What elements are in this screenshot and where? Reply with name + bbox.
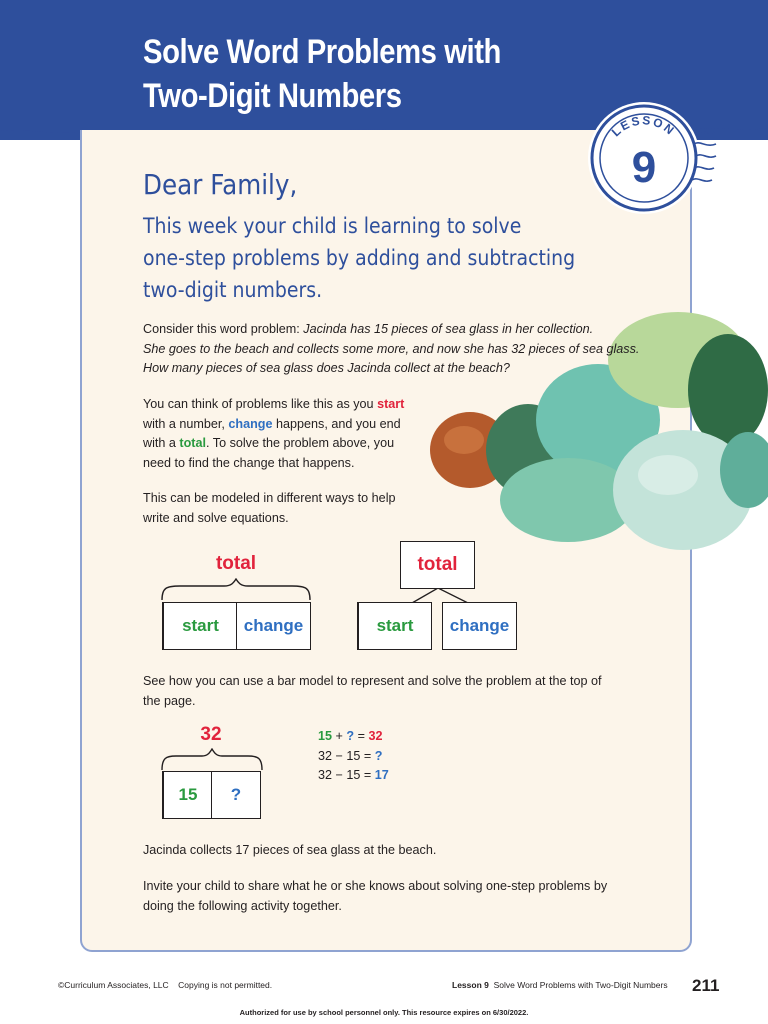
bar-part2-box <box>211 771 261 819</box>
para2-text-c: happens, and you end <box>272 416 401 431</box>
lesson-stamp <box>582 92 718 220</box>
equation-2 <box>318 747 382 767</box>
eq2-b: 15 <box>346 749 361 763</box>
para6-line-2: doing the following activity together. <box>143 898 342 913</box>
eq1-a: 15 <box>318 729 333 743</box>
eq2-op: − <box>332 749 347 763</box>
word-total: total <box>179 436 206 450</box>
page-title <box>143 30 501 118</box>
para2-text-b: with a number, <box>143 416 229 431</box>
model2-total-label: total <box>417 554 458 575</box>
eq3-a: 32 <box>318 768 333 782</box>
para1-italic-3: How many pieces of sea glass does Jacinda collect at the beach? <box>143 361 510 375</box>
footer-lesson <box>452 980 668 990</box>
eq1-b: ? <box>346 729 355 743</box>
footer-lesson-title: Solve Word Problems with Two-Digit Numbers <box>493 980 668 990</box>
model2-start-label: start <box>376 616 414 635</box>
para3-line-2: write and solve equations. <box>143 510 289 525</box>
stamp-number: 9 <box>631 143 657 192</box>
bar-model-intro <box>143 672 602 711</box>
eq3-eq: = <box>360 768 375 782</box>
brace-icon <box>160 578 312 602</box>
para2-text-d: with a <box>143 436 180 450</box>
page-number: 211 <box>692 976 720 995</box>
para2-text-e: . To solve the problem above, you <box>206 436 395 450</box>
model-intro-paragraph <box>143 489 396 528</box>
eq2-a: 32 <box>318 749 333 763</box>
title-line-2: Two-Digit Numbers <box>143 77 402 115</box>
model1-total-label: total <box>215 553 257 574</box>
word-start: start <box>377 397 405 411</box>
para1-italic-1: Jacinda has 15 pieces of sea glass in her collection. <box>303 322 594 336</box>
para4-line-2: the page. <box>143 693 196 708</box>
para1-lead: Consider this word problem: <box>143 322 304 336</box>
bar-part1-box <box>162 771 212 819</box>
footer-copyright: ©Curriculum Associates, LLC Copying is not permitted. <box>58 980 273 990</box>
para2-text-f: need to find the change that happens. <box>143 455 355 470</box>
para2-text-a: You can think of problems like this as you <box>143 397 378 411</box>
para6-line-1: Invite your child to share what he or she knows about solving one-step problems by <box>143 879 608 893</box>
model1-start-label: start <box>182 616 219 635</box>
greeting: Dear Family, <box>143 168 298 201</box>
eq3-c: 17 <box>374 768 389 782</box>
equation-1 <box>318 727 382 747</box>
model1-change-box <box>236 602 311 650</box>
eq2-c: ? <box>374 749 383 763</box>
bar-brace-icon <box>160 748 264 772</box>
equation-3 <box>318 766 389 786</box>
model1-start-box <box>162 602 237 650</box>
title-line-1: Solve Word Problems with <box>143 33 501 71</box>
intro-line-2: one-step problems by adding and subtracting <box>143 246 576 270</box>
start-change-total-paragraph <box>143 395 404 473</box>
eq1-op: + <box>332 729 347 743</box>
model2-total-box <box>400 541 475 589</box>
model1-change-label: change <box>243 616 304 635</box>
model2-start-box <box>357 602 432 650</box>
eq3-op: − <box>332 768 347 782</box>
eq3-b: 15 <box>346 768 361 782</box>
eq1-c: 32 <box>368 729 383 743</box>
para1-italic-2: She goes to the beach and collects some more, and now she has 32 pieces of sea glass. <box>143 341 640 356</box>
bar-part1-label: 15 <box>178 785 198 804</box>
intro-text <box>143 210 576 306</box>
bar-total-label: 32 <box>200 724 222 745</box>
authorization-notice: Authorized for use by school personnel only. This resource expires on 6/30/2022. <box>239 1008 529 1017</box>
model2-change-box <box>442 602 517 650</box>
word-problem-paragraph <box>143 320 639 379</box>
stamp-label: LESSON <box>608 113 679 140</box>
para4-line-1: See how you can use a bar model to represent and solve the problem at the top of <box>143 674 602 688</box>
eq2-eq: = <box>360 749 375 763</box>
para5-text: Jacinda collects 17 pieces of sea glass at the beach. <box>143 843 437 857</box>
para3-line-1: This can be modeled in different ways to help <box>143 491 396 505</box>
bar-part2-label: ? <box>230 785 242 804</box>
eq1-eq: = <box>354 729 369 743</box>
answer-paragraph <box>143 841 436 861</box>
intro-line-3: two-digit numbers. <box>143 278 323 302</box>
model2-change-label: change <box>449 616 510 635</box>
intro-line-1: This week your child is learning to solve <box>143 214 522 238</box>
activity-invite-paragraph <box>143 877 607 916</box>
word-change: change <box>228 416 273 431</box>
footer-lesson-number: Lesson 9 <box>452 980 489 990</box>
